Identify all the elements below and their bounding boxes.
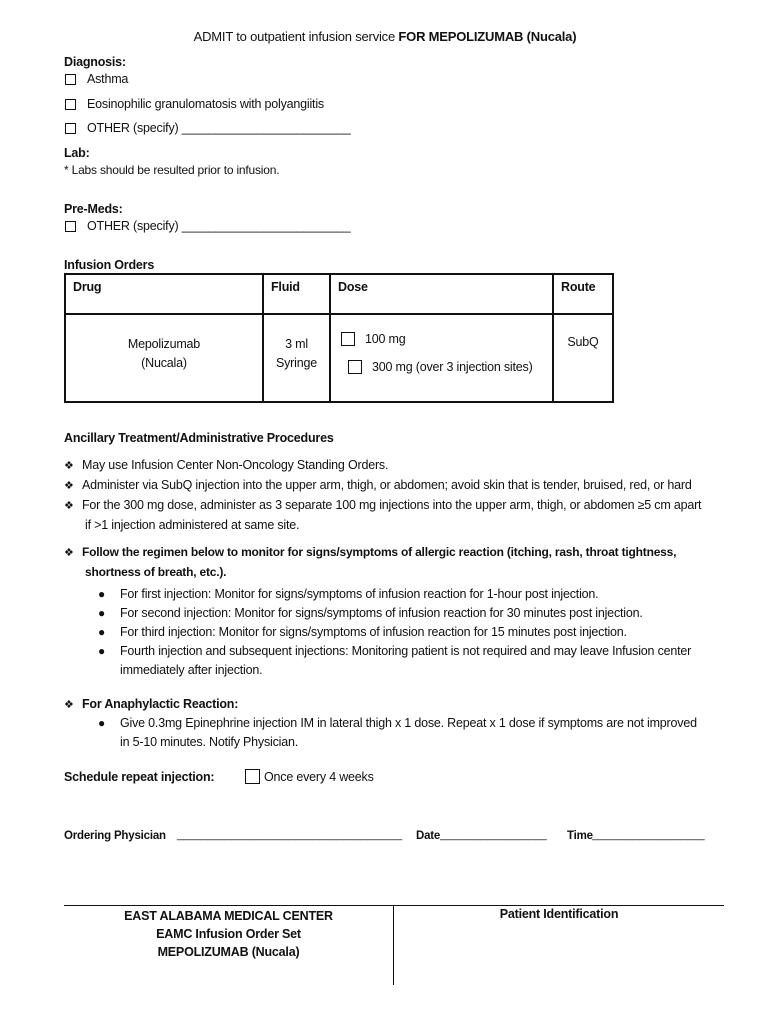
bullet-dot-icon: ● bbox=[98, 587, 106, 601]
fluid-cell bbox=[263, 314, 330, 402]
footer-divider bbox=[64, 905, 724, 906]
premeds-heading: Pre-Meds: bbox=[64, 202, 123, 216]
order-set-drug: MEPOLIZUMAB (Nucala) bbox=[157, 945, 300, 959]
lab-note: * Labs should be resulted prior to infusion. bbox=[64, 163, 280, 177]
diamond-bullet-icon: ❖ bbox=[64, 460, 74, 472]
list-item-continuation: in 5-10 minutes. Notify Physician. bbox=[120, 735, 299, 749]
column-dose: Dose bbox=[330, 274, 553, 314]
list-item: ● For third injection: Monitor for signs/symptoms of infusion reaction for 15 minutes post injection. bbox=[98, 623, 691, 642]
monitor-heading: ❖ Follow the regimen below to monitor for signs/symptoms of allergic reaction (itching, rash, throat tightness, shortness of breath, etc.). bbox=[64, 545, 677, 579]
list-item: ● Fourth injection and subsequent injections: Monitoring patient is not required and may leave Infusion center bbox=[98, 642, 691, 661]
list-item: ❖ May use Infusion Center Non-Oncology Standing Orders. bbox=[64, 456, 701, 476]
diagnosis-option-asthma[interactable] bbox=[65, 72, 128, 86]
diagnosis-option-egpa[interactable] bbox=[65, 97, 324, 111]
checkbox[interactable] bbox=[65, 74, 76, 85]
option-label: Once every 4 weeks bbox=[264, 769, 374, 784]
bullet-dot-icon: ● bbox=[98, 625, 106, 639]
option-label: 100 mg bbox=[365, 332, 406, 346]
drug-brand: (Nucala) bbox=[141, 356, 187, 370]
infusion-orders-heading: Infusion Orders bbox=[64, 258, 155, 272]
monitor-list bbox=[98, 585, 691, 680]
option-label: OTHER (specify) _________________________ bbox=[87, 219, 351, 233]
ordering-physician-label: Ordering Physician bbox=[64, 830, 166, 842]
drug-cell bbox=[65, 314, 263, 402]
list-item: ❖ Administer via SubQ injection into the upper arm, thigh, or abdomen; avoid skin that is tender, bruised, red, or hard bbox=[64, 476, 701, 496]
column-route: Route bbox=[553, 274, 613, 314]
footer-org bbox=[64, 907, 393, 961]
checkbox[interactable] bbox=[65, 123, 76, 134]
ancillary-list bbox=[64, 456, 701, 535]
route-cell bbox=[553, 314, 613, 402]
premeds-option-other[interactable] bbox=[65, 219, 351, 233]
checkbox[interactable] bbox=[65, 99, 76, 110]
form-title bbox=[0, 29, 770, 44]
option-label: OTHER (specify) _________________________ bbox=[87, 121, 351, 135]
diamond-bullet-icon: ❖ bbox=[64, 699, 74, 711]
list-item: ❖ For the 300 mg dose, administer as 3 separate 100 mg injections into the upper arm, thigh, or abdomen ≥5 cm apart bbox=[64, 496, 701, 516]
patient-identification-label: Patient Identification bbox=[499, 907, 619, 921]
drug-name: Mepolizumab bbox=[127, 337, 201, 351]
order-set-name: EAMC Infusion Order Set bbox=[156, 927, 301, 941]
diamond-bullet-icon: ❖ bbox=[64, 500, 74, 512]
form-title-drug: FOR MEPOLIZUMAB (Nucala) bbox=[398, 29, 577, 44]
dose-cell bbox=[330, 314, 553, 402]
fluid-container: Syringe bbox=[276, 356, 317, 370]
form-title-prefix: ADMIT to outpatient infusion service bbox=[193, 29, 399, 44]
diagnosis-option-other[interactable] bbox=[65, 121, 351, 135]
option-label: Eosinophilic granulomatosis with polyangiitis bbox=[87, 97, 324, 111]
diamond-bullet-icon: ❖ bbox=[64, 480, 74, 492]
list-item: ● For second injection: Monitor for signs/symptoms of infusion reaction for 30 minutes post injection. bbox=[98, 604, 691, 623]
table-row bbox=[65, 314, 613, 402]
dose-option-300[interactable] bbox=[348, 360, 552, 374]
column-drug: Drug bbox=[65, 274, 263, 314]
table-header-row bbox=[65, 274, 613, 314]
checkbox[interactable] bbox=[348, 360, 362, 374]
schedule-label: Schedule repeat injection: bbox=[64, 770, 215, 784]
option-label: Asthma bbox=[87, 72, 129, 86]
bullet-dot-icon: ● bbox=[98, 606, 106, 620]
anaphylactic-list bbox=[98, 714, 697, 752]
time-field[interactable]: ___________________ bbox=[592, 829, 705, 841]
org-name: EAST ALABAMA MEDICAL CENTER bbox=[124, 909, 333, 923]
fluid-volume: 3 ml bbox=[285, 337, 308, 351]
option-label: 300 mg (over 3 injection sites) bbox=[372, 360, 533, 374]
ordering-physician-field[interactable]: ______________________________________ bbox=[177, 829, 402, 841]
checkbox[interactable] bbox=[245, 769, 260, 784]
route-value: SubQ bbox=[567, 335, 599, 349]
infusion-orders-table bbox=[64, 273, 614, 403]
diagnosis-heading: Diagnosis: bbox=[64, 55, 126, 69]
column-fluid: Fluid bbox=[263, 274, 330, 314]
date-label: Date bbox=[416, 830, 441, 842]
anaphylactic-heading: ❖ For Anaphylactic Reaction: bbox=[64, 697, 239, 711]
list-item: ● For first injection: Monitor for signs/symptoms of infusion reaction for 1-hour post injection. bbox=[98, 585, 691, 604]
list-item-continuation: immediately after injection. bbox=[120, 663, 263, 677]
date-field[interactable]: __________________ bbox=[440, 829, 547, 841]
checkbox[interactable] bbox=[341, 332, 355, 346]
dose-option-100[interactable] bbox=[341, 332, 552, 346]
diamond-bullet-icon: ❖ bbox=[64, 547, 74, 559]
list-item-continuation: if >1 injection administered at same site. bbox=[85, 518, 300, 532]
bullet-dot-icon: ● bbox=[98, 644, 106, 658]
time-label: Time bbox=[567, 830, 593, 842]
checkbox[interactable] bbox=[65, 221, 76, 232]
schedule-option-every-4-weeks[interactable] bbox=[245, 769, 374, 784]
bullet-dot-icon: ● bbox=[98, 716, 106, 730]
list-item: ● Give 0.3mg Epinephrine injection IM in lateral thigh x 1 dose. Repeat x 1 dose if symptoms are not improved bbox=[98, 714, 697, 733]
lab-heading: Lab: bbox=[64, 146, 90, 160]
ancillary-heading: Ancillary Treatment/Administrative Procedures bbox=[64, 431, 334, 445]
